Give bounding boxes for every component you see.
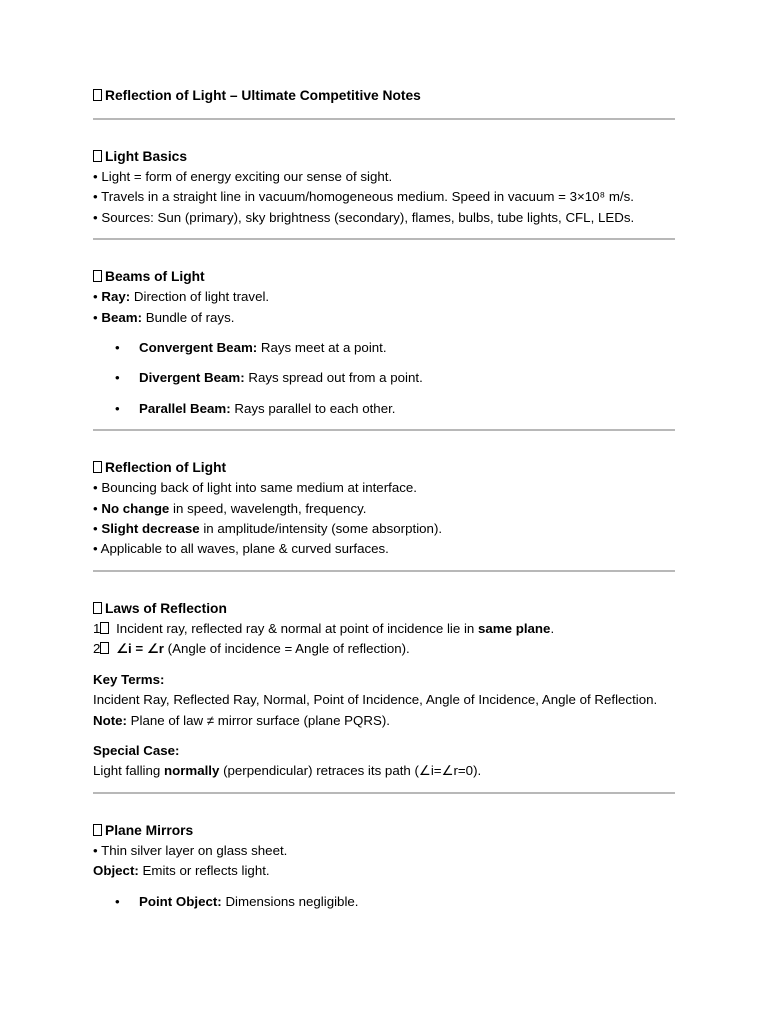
key-terms-text: Incident Ray, Reflected Ray, Normal, Point of Incidence, Angle of Incidence, Angle of Reflection. [93,692,658,708]
bullet-line: • Thin silver layer on glass sheet. [93,842,288,858]
section-heading: Plane Mirrors [93,821,675,841]
list-item: • Point Object: Dimensions negligible. [93,892,675,912]
divider [93,238,675,240]
keycap-placeholder-icon [100,622,109,634]
bullet-line: • Slight decrease in amplitude/intensity (some absorption). [93,521,443,537]
divider [93,118,675,120]
section-heading: Reflection of Light [93,458,675,478]
section-beams-of-light [93,267,675,419]
law-two: 2 ∠i = ∠r (Angle of incidence = Angle of reflection). [93,641,410,657]
object-line: Object: Emits or reflects light. [93,863,270,879]
section-light-basics [93,147,675,228]
bullet-line: • Applicable to all waves, plane & curved surfaces. [93,541,389,557]
special-case-text: Light falling normally (perpendicular) retraces its path (∠i=∠r=0). [93,763,482,779]
emoji-placeholder-icon [93,270,102,282]
note-line: Note: Plane of law ≠ mirror surface (plane PQRS). [93,712,390,728]
bullet-line: • Travels in a straight line in vacuum/homogeneous medium. Speed in vacuum = 3×10⁸ m/s. [93,189,634,205]
bullet-line: • Beam: Bundle of rays. [93,309,235,325]
section-heading: Laws of Reflection [93,599,675,619]
divider [93,429,675,431]
emoji-placeholder-icon [93,602,102,614]
list-item: • Divergent Beam: Rays spread out from a point. [93,368,675,388]
notes-content [93,86,675,912]
bullet-line: • Light = form of energy exciting our sense of sight. [93,169,393,184]
section-laws-of-reflection [93,599,675,782]
object-types-list [93,892,675,912]
beam-types-list [93,338,675,419]
section-heading: Beams of Light [93,267,675,287]
law-one: 1 Incident ray, reflected ray & normal at point of incidence lie in same plane. [93,620,555,636]
section-plane-mirrors [93,821,675,912]
emoji-placeholder-icon [93,89,102,101]
bullet-line: • No change in speed, wavelength, frequency. [93,500,367,516]
emoji-placeholder-icon [93,824,102,836]
key-terms-heading: Key Terms: [93,671,165,687]
section-heading: Light Basics [93,147,675,167]
keycap-placeholder-icon [100,642,109,654]
emoji-placeholder-icon [93,461,102,473]
section-reflection-of-light [93,458,675,560]
list-item: • Parallel Beam: Rays parallel to each other. [93,399,675,419]
bullet-line: • Sources: Sun (primary), sky brightness (secondary), flames, bulbs, tube lights, CFL, LEDs. [93,209,635,225]
special-case-heading: Special Case: [93,742,180,758]
bullet-line: • Ray: Direction of light travel. [93,289,270,305]
divider [93,792,675,794]
page-title: Reflection of Light – Ultimate Competitive Notes [93,86,675,106]
list-item: • Convergent Beam: Rays meet at a point. [93,338,675,358]
bullet-line: • Bouncing back of light into same medium at interface. [93,480,417,496]
emoji-placeholder-icon [93,150,102,162]
divider [93,570,675,572]
